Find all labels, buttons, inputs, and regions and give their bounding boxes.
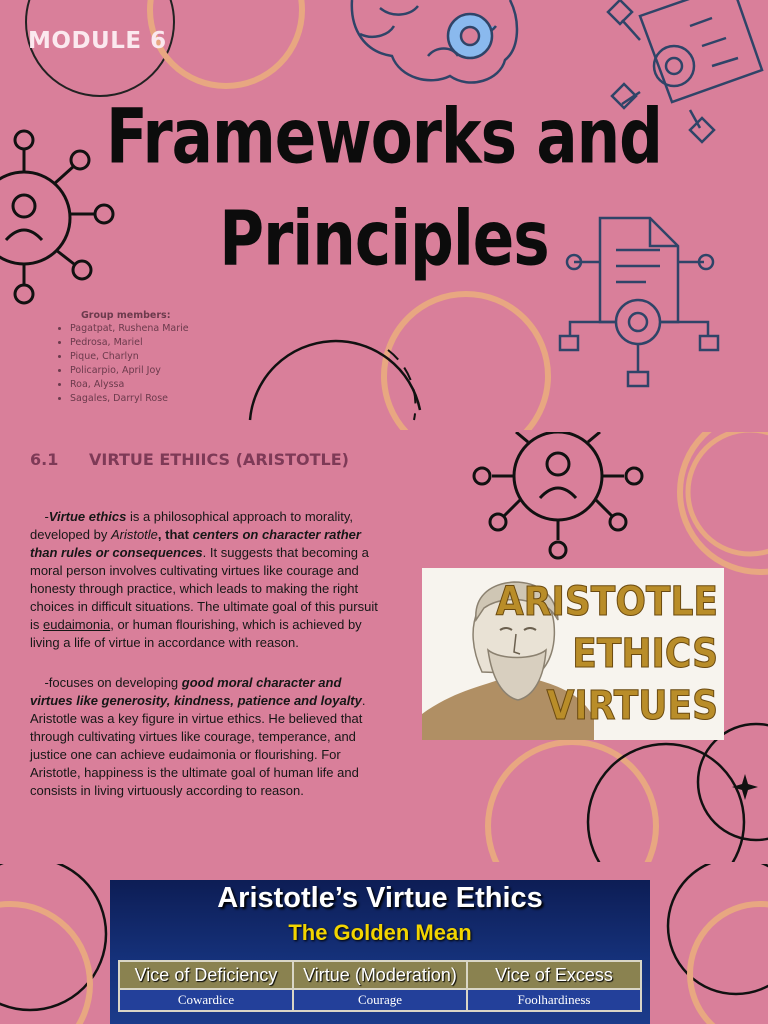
slide-title: Aristotle’s Virtue Ethics	[217, 882, 543, 914]
cover-page	[0, 0, 768, 430]
column-header: Virtue (Moderation)	[293, 961, 467, 989]
page-title-line2: Principles	[219, 195, 549, 284]
list-item: • Pagatpat, Rushena Marie	[70, 322, 189, 336]
para-text: . Aristotle was a key figure in virtue ethics. He believed that through cultivating virtues like courage, temperance, and justice one can achieve eudaimonia or flourishing. For Aristotle, happiness is the ultimate goal of human life and consists in living virtuously according to reason.	[30, 693, 366, 798]
list-item: • Policarpio, April Joy	[70, 364, 189, 378]
para-text: -focuses on developing	[44, 675, 182, 690]
slide-subtitle: The Golden Mean	[288, 920, 472, 945]
para-text: , that	[157, 527, 193, 542]
image-word: VIRTUES	[546, 683, 718, 729]
underlined-term: eudaimonia	[43, 617, 111, 632]
table-cell: Cowardice	[119, 989, 293, 1011]
column-header: Vice of Deficiency	[119, 961, 293, 989]
list-item: • Pedrosa, Mariel	[70, 336, 189, 350]
table-cell: Foolhardiness	[467, 989, 641, 1011]
virtue-ethics-page	[0, 432, 768, 862]
golden-mean-page	[0, 864, 768, 1024]
image-word: ETHICS	[572, 631, 718, 677]
image-word: ARISTOTLE	[495, 579, 718, 625]
column-header: Vice of Excess	[467, 961, 641, 989]
members-list	[58, 322, 189, 406]
para-text: -	[44, 509, 49, 524]
golden-mean-slide	[110, 880, 650, 1024]
table-row	[119, 989, 641, 1011]
brain-gear-icon	[352, 0, 517, 83]
emphasis-phrase: good moral character and virtues like generosity, kindness, patience and loyalty	[30, 675, 362, 708]
emphasis-name: Aristotle	[110, 527, 158, 542]
network-person-icon	[474, 432, 642, 558]
table-header-row	[119, 961, 641, 989]
para-text: . It suggests that becoming a moral person involves cultivating virtues like courage and honesty through practice, which leads to making the right choices in difficult situations. The ultimate goal of this pursuit is	[30, 545, 378, 632]
section-title: VIRTUE ETHIICS (ARISTOTLE)	[89, 450, 349, 469]
list-item: • Sagales, Darryl Rose	[70, 392, 189, 406]
paragraph-focus	[30, 674, 382, 800]
module-label: MODULE 6	[28, 28, 167, 54]
paragraph-virtue-ethics	[30, 508, 382, 652]
members-heading: Group members:	[81, 310, 171, 321]
para-text: , or human flourishing, which is achieved by living a life of virtue in accordance with reason.	[30, 617, 362, 650]
table-cell: Courage	[293, 989, 467, 1011]
emphasis-phrase: centers on character rather than rules or consequences	[30, 527, 361, 560]
para-text: is a philosophical approach to morality, developed by	[30, 509, 353, 542]
list-item: • Pique, Charlyn	[70, 350, 189, 364]
section-number: 6.1	[30, 450, 59, 469]
golden-mean-table	[118, 960, 642, 1012]
aristotle-ethics-image	[422, 568, 724, 740]
list-item: • Roa, Alyssa	[70, 378, 189, 392]
page-title-line1: Frameworks and	[106, 93, 662, 182]
emphasis-term: Virtue ethics	[48, 509, 127, 524]
